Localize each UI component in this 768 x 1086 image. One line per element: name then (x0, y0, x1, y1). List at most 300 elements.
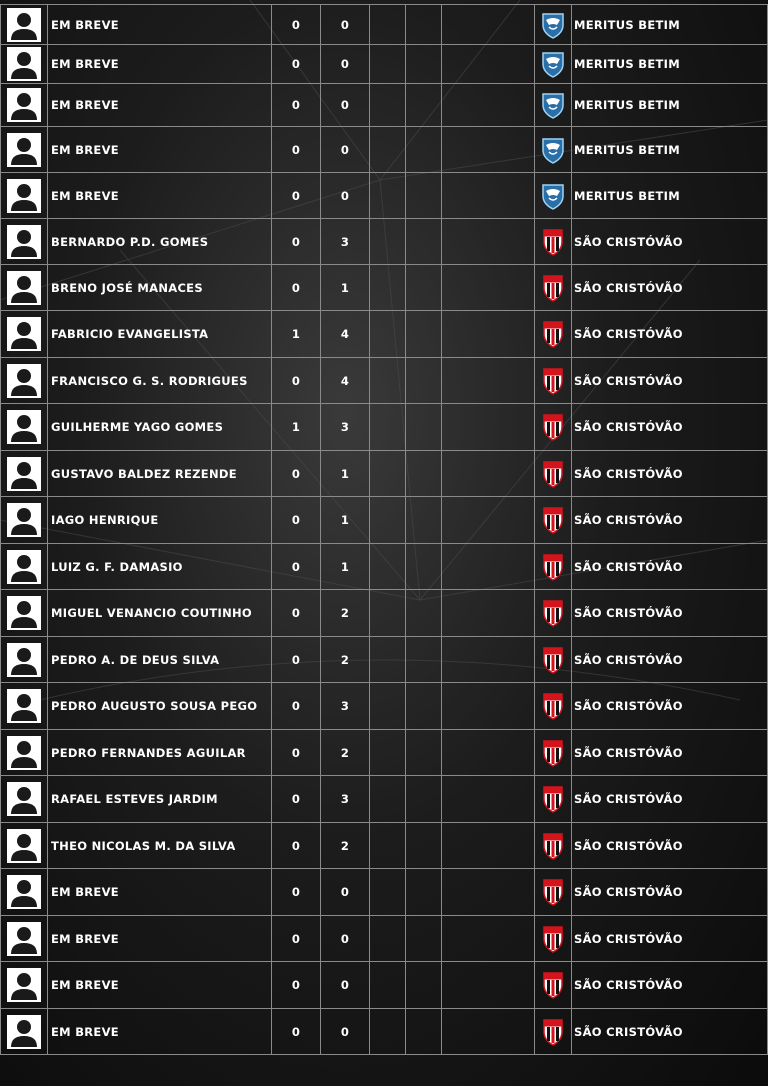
stat-2 (321, 497, 370, 544)
table-row (1, 1009, 768, 1055)
stat-1-value: 0 (291, 142, 301, 157)
stat-1 (272, 916, 321, 962)
stat-2-value: 3 (340, 420, 350, 434)
player-name-text: PEDRO FERNANDES AGUILAR (51, 745, 246, 760)
player-name (48, 916, 272, 962)
table-row (1, 45, 768, 84)
stat-2-value: 4 (340, 327, 350, 341)
empty-cell (370, 497, 406, 544)
stat-2 (321, 590, 370, 637)
avatar-cell (1, 173, 48, 219)
player-name-text: EM BREVE (51, 188, 119, 203)
sao-cristovao-crest-icon (541, 878, 565, 906)
avatar-cell (1, 265, 48, 311)
stat-1-value: 0 (291, 652, 301, 667)
empty-cell (370, 730, 406, 776)
user-silhouette-icon (7, 133, 41, 167)
empty-cell (406, 45, 442, 84)
avatar-cell (1, 5, 48, 45)
stat-1 (272, 311, 321, 358)
club-crest-cell (535, 5, 572, 45)
empty-cell (406, 127, 442, 173)
empty-cell (442, 219, 535, 265)
empty-cell (406, 916, 442, 962)
stat-2-value: 0 (340, 978, 350, 992)
sao-cristovao-crest-icon (541, 460, 565, 488)
club-crest-cell (535, 637, 572, 683)
user-silhouette-icon (7, 596, 41, 630)
empty-cell (370, 823, 406, 869)
stat-2 (321, 5, 370, 45)
stat-2-value: 3 (340, 792, 350, 806)
sao-cristovao-crest-icon (541, 599, 565, 627)
avatar-cell (1, 1009, 48, 1055)
stat-1 (272, 451, 321, 497)
table-row (1, 544, 768, 590)
club-name-text: SÃO CRISTÓVÃO (574, 513, 683, 527)
table-row (1, 962, 768, 1009)
player-name (48, 173, 272, 219)
user-silhouette-icon (7, 782, 41, 816)
empty-cell (370, 683, 406, 730)
empty-cell (442, 451, 535, 497)
stat-1 (272, 590, 321, 637)
club-name (572, 219, 768, 265)
player-name (48, 730, 272, 776)
table-row (1, 497, 768, 544)
empty-cell (370, 311, 406, 358)
meritus-betim-crest-icon (541, 136, 565, 164)
club-crest-cell (535, 451, 572, 497)
club-name (572, 823, 768, 869)
empty-cell (370, 590, 406, 637)
table-row (1, 404, 768, 451)
stat-1 (272, 730, 321, 776)
stat-1-value: 0 (291, 559, 301, 574)
player-name-text: IAGO HENRIQUE (51, 513, 159, 527)
empty-cell (406, 590, 442, 637)
user-silhouette-icon (7, 503, 41, 537)
stat-1-value: 0 (291, 57, 301, 71)
empty-cell (370, 637, 406, 683)
stat-2-value: 0 (340, 931, 350, 946)
club-name-text: SÃO CRISTÓVÃO (574, 559, 683, 574)
empty-cell (406, 404, 442, 451)
table-row (1, 311, 768, 358)
club-name-text: MERITUS BETIM (574, 98, 680, 112)
club-name-text: SÃO CRISTÓVÃO (574, 745, 683, 760)
player-table (0, 4, 768, 1055)
stat-1-value: 0 (291, 234, 301, 249)
club-crest-cell (535, 219, 572, 265)
avatar-cell (1, 127, 48, 173)
stat-2 (321, 311, 370, 358)
stat-2 (321, 127, 370, 173)
club-crest-cell (535, 823, 572, 869)
sao-cristovao-crest-icon (541, 832, 565, 860)
empty-cell (442, 404, 535, 451)
club-name-text: SÃO CRISTÓVÃO (574, 978, 683, 992)
club-crest-cell (535, 590, 572, 637)
player-name (48, 84, 272, 127)
stat-1-value: 0 (291, 466, 301, 481)
empty-cell (370, 776, 406, 823)
stat-2-value: 1 (340, 466, 350, 481)
club-name (572, 5, 768, 45)
empty-cell (442, 637, 535, 683)
empty-cell (406, 497, 442, 544)
club-name (572, 265, 768, 311)
empty-cell (406, 683, 442, 730)
stat-2-value: 1 (340, 559, 350, 574)
empty-cell (370, 173, 406, 219)
player-name (48, 358, 272, 404)
player-name (48, 404, 272, 451)
stat-2-value: 4 (340, 373, 350, 388)
stat-1 (272, 45, 321, 84)
stat-1 (272, 683, 321, 730)
empty-cell (406, 84, 442, 127)
player-name-text: GUILHERME YAGO GOMES (51, 420, 224, 434)
table-row (1, 219, 768, 265)
empty-cell (370, 358, 406, 404)
user-silhouette-icon (7, 364, 41, 398)
stat-2-value: 0 (340, 188, 350, 203)
player-name-text: EM BREVE (51, 885, 119, 899)
empty-cell (442, 5, 535, 45)
empty-cell (406, 451, 442, 497)
empty-cell (370, 869, 406, 916)
club-crest-cell (535, 1009, 572, 1055)
stat-2-value: 2 (340, 606, 350, 620)
stat-1 (272, 265, 321, 311)
avatar-cell (1, 730, 48, 776)
table-row (1, 84, 768, 127)
empty-cell (442, 916, 535, 962)
stat-2 (321, 544, 370, 590)
stat-1 (272, 869, 321, 916)
stat-1-value: 0 (291, 188, 301, 203)
stat-1 (272, 219, 321, 265)
avatar-cell (1, 544, 48, 590)
stat-1 (272, 5, 321, 45)
club-crest-cell (535, 869, 572, 916)
stat-2-value: 2 (340, 838, 350, 853)
stat-1-value: 0 (291, 838, 301, 853)
stat-2-value: 0 (340, 17, 350, 32)
empty-cell (406, 265, 442, 311)
empty-cell (406, 637, 442, 683)
empty-cell (370, 127, 406, 173)
player-name-text: MIGUEL VENANCIO COUTINHO (51, 606, 252, 620)
avatar-cell (1, 451, 48, 497)
meritus-betim-crest-icon (541, 50, 565, 78)
empty-cell (442, 311, 535, 358)
meritus-betim-crest-icon (541, 11, 565, 39)
stat-1-value: 0 (291, 792, 301, 806)
club-name (572, 590, 768, 637)
club-crest-cell (535, 544, 572, 590)
user-silhouette-icon (7, 550, 41, 584)
empty-cell (370, 84, 406, 127)
player-name-text: EM BREVE (51, 1024, 119, 1039)
club-crest-cell (535, 311, 572, 358)
empty-cell (370, 45, 406, 84)
club-name (572, 173, 768, 219)
empty-cell (406, 962, 442, 1009)
table-row (1, 683, 768, 730)
club-crest-cell (535, 776, 572, 823)
club-name (572, 776, 768, 823)
empty-cell (406, 311, 442, 358)
player-name-text: BERNARDO P.D. GOMES (51, 234, 209, 249)
stat-2 (321, 219, 370, 265)
avatar-cell (1, 497, 48, 544)
sao-cristovao-crest-icon (541, 692, 565, 720)
club-name-text: MERITUS BETIM (574, 188, 680, 203)
avatar-cell (1, 776, 48, 823)
empty-cell (442, 497, 535, 544)
club-name-text: MERITUS BETIM (574, 142, 680, 157)
stat-1 (272, 776, 321, 823)
player-name-text: EM BREVE (51, 17, 119, 32)
player-name (48, 637, 272, 683)
player-name-text: PEDRO A. DE DEUS SILVA (51, 652, 220, 667)
stat-2-value: 0 (340, 98, 350, 112)
sao-cristovao-crest-icon (541, 274, 565, 302)
stat-2-value: 1 (340, 513, 350, 527)
club-name-text: SÃO CRISTÓVÃO (574, 885, 683, 899)
club-name-text: SÃO CRISTÓVÃO (574, 420, 683, 434)
sao-cristovao-crest-icon (541, 228, 565, 256)
empty-cell (370, 916, 406, 962)
stat-2 (321, 869, 370, 916)
sao-cristovao-crest-icon (541, 646, 565, 674)
empty-cell (406, 5, 442, 45)
player-name (48, 45, 272, 84)
stat-2 (321, 265, 370, 311)
club-name-text: SÃO CRISTÓVÃO (574, 606, 683, 620)
player-name (48, 683, 272, 730)
stat-1-value: 0 (291, 931, 301, 946)
empty-cell (406, 823, 442, 869)
empty-cell (442, 869, 535, 916)
club-name-text: SÃO CRISTÓVÃO (574, 234, 683, 249)
user-silhouette-icon (7, 88, 41, 122)
club-crest-cell (535, 916, 572, 962)
club-name-text: SÃO CRISTÓVÃO (574, 838, 683, 853)
stat-1-value: 0 (291, 17, 301, 32)
stat-2-value: 2 (340, 652, 350, 667)
club-name-text: SÃO CRISTÓVÃO (574, 327, 683, 341)
club-name-text: MERITUS BETIM (574, 57, 680, 71)
club-name-text: SÃO CRISTÓVÃO (574, 373, 683, 388)
empty-cell (370, 962, 406, 1009)
empty-cell (370, 1009, 406, 1055)
player-name-text: EM BREVE (51, 57, 119, 71)
club-name (572, 311, 768, 358)
user-silhouette-icon (7, 317, 41, 351)
avatar-cell (1, 869, 48, 916)
empty-cell (442, 173, 535, 219)
club-crest-cell (535, 127, 572, 173)
stat-1-value: 0 (291, 373, 301, 388)
club-crest-cell (535, 84, 572, 127)
stat-2 (321, 962, 370, 1009)
player-name-text: EM BREVE (51, 931, 119, 946)
sao-cristovao-crest-icon (541, 506, 565, 534)
table-row (1, 637, 768, 683)
stat-2 (321, 45, 370, 84)
stat-2 (321, 358, 370, 404)
table-row (1, 173, 768, 219)
sao-cristovao-crest-icon (541, 320, 565, 348)
user-silhouette-icon (7, 410, 41, 444)
stat-2 (321, 730, 370, 776)
player-name-text: EM BREVE (51, 142, 119, 157)
table-row (1, 590, 768, 637)
meritus-betim-crest-icon (541, 91, 565, 119)
empty-cell (370, 404, 406, 451)
stat-1-value: 0 (291, 1024, 301, 1039)
player-name (48, 823, 272, 869)
empty-cell (406, 544, 442, 590)
player-name (48, 776, 272, 823)
player-name-text: LUIZ G. F. DAMASIO (51, 559, 183, 574)
stat-2-value: 0 (340, 142, 350, 157)
player-name-text: RAFAEL ESTEVES JARDIM (51, 792, 218, 806)
stat-2 (321, 173, 370, 219)
club-crest-cell (535, 962, 572, 1009)
empty-cell (370, 265, 406, 311)
stat-1-value: 0 (291, 98, 301, 112)
stat-2-value: 1 (340, 280, 350, 295)
player-name-text: BRENO JOSÉ MANACES (51, 280, 203, 295)
avatar-cell (1, 590, 48, 637)
player-name (48, 219, 272, 265)
empty-cell (406, 869, 442, 916)
player-name-text: FABRICIO EVANGELISTA (51, 327, 209, 341)
user-silhouette-icon (7, 829, 41, 863)
stat-2-value: 3 (340, 699, 350, 713)
avatar-cell (1, 823, 48, 869)
stat-1-value: 0 (291, 699, 301, 713)
empty-cell (442, 590, 535, 637)
stat-1 (272, 173, 321, 219)
stat-2-value: 2 (340, 745, 350, 760)
club-name-text: SÃO CRISTÓVÃO (574, 652, 683, 667)
player-name (48, 451, 272, 497)
player-name-text: EM BREVE (51, 978, 119, 992)
sao-cristovao-crest-icon (541, 971, 565, 999)
stat-2 (321, 776, 370, 823)
player-name (48, 311, 272, 358)
user-silhouette-icon (7, 8, 41, 42)
club-crest-cell (535, 358, 572, 404)
player-name (48, 962, 272, 1009)
empty-cell (442, 683, 535, 730)
player-name (48, 544, 272, 590)
stat-2-value: 0 (340, 885, 350, 899)
stat-2 (321, 84, 370, 127)
empty-cell (406, 730, 442, 776)
stat-1 (272, 127, 321, 173)
empty-cell (442, 84, 535, 127)
empty-cell (442, 265, 535, 311)
player-name (48, 497, 272, 544)
empty-cell (442, 962, 535, 1009)
empty-cell (442, 358, 535, 404)
player-name (48, 265, 272, 311)
club-crest-cell (535, 683, 572, 730)
avatar-cell (1, 637, 48, 683)
stat-2 (321, 1009, 370, 1055)
table-row (1, 5, 768, 45)
table-row (1, 358, 768, 404)
empty-cell (370, 544, 406, 590)
stat-1 (272, 497, 321, 544)
stat-1 (272, 404, 321, 451)
table-row (1, 265, 768, 311)
table-row (1, 730, 768, 776)
stat-2 (321, 404, 370, 451)
player-name-text: EM BREVE (51, 98, 119, 112)
avatar-cell (1, 404, 48, 451)
stat-2 (321, 451, 370, 497)
stat-1 (272, 84, 321, 127)
sao-cristovao-crest-icon (541, 367, 565, 395)
club-name-text: SÃO CRISTÓVÃO (574, 931, 683, 946)
empty-cell (370, 5, 406, 45)
club-name-text: SÃO CRISTÓVÃO (574, 1024, 683, 1039)
club-name-text: SÃO CRISTÓVÃO (574, 699, 683, 713)
empty-cell (442, 776, 535, 823)
empty-cell (406, 358, 442, 404)
sao-cristovao-crest-icon (541, 1018, 565, 1046)
stat-1 (272, 544, 321, 590)
empty-cell (406, 1009, 442, 1055)
club-name (572, 730, 768, 776)
stat-2-value: 0 (340, 1024, 350, 1039)
club-name (572, 683, 768, 730)
club-crest-cell (535, 497, 572, 544)
sao-cristovao-crest-icon (541, 785, 565, 813)
club-crest-cell (535, 45, 572, 84)
avatar-cell (1, 311, 48, 358)
stat-1-value: 1 (291, 420, 301, 434)
avatar-cell (1, 683, 48, 730)
club-name (572, 127, 768, 173)
empty-cell (442, 45, 535, 84)
sao-cristovao-crest-icon (541, 553, 565, 581)
user-silhouette-icon (7, 643, 41, 677)
player-name (48, 127, 272, 173)
club-name (572, 404, 768, 451)
empty-cell (406, 173, 442, 219)
player-name (48, 590, 272, 637)
user-silhouette-icon (7, 689, 41, 723)
club-name-text: MERITUS BETIM (574, 17, 680, 32)
stat-2 (321, 823, 370, 869)
club-crest-cell (535, 730, 572, 776)
avatar-cell (1, 45, 48, 84)
player-name-text: FRANCISCO G. S. RODRIGUES (51, 373, 248, 388)
stat-1 (272, 962, 321, 1009)
user-silhouette-icon (7, 968, 41, 1002)
stat-1-value: 1 (291, 327, 301, 341)
user-silhouette-icon (7, 922, 41, 956)
stat-2-value: 3 (340, 234, 350, 249)
